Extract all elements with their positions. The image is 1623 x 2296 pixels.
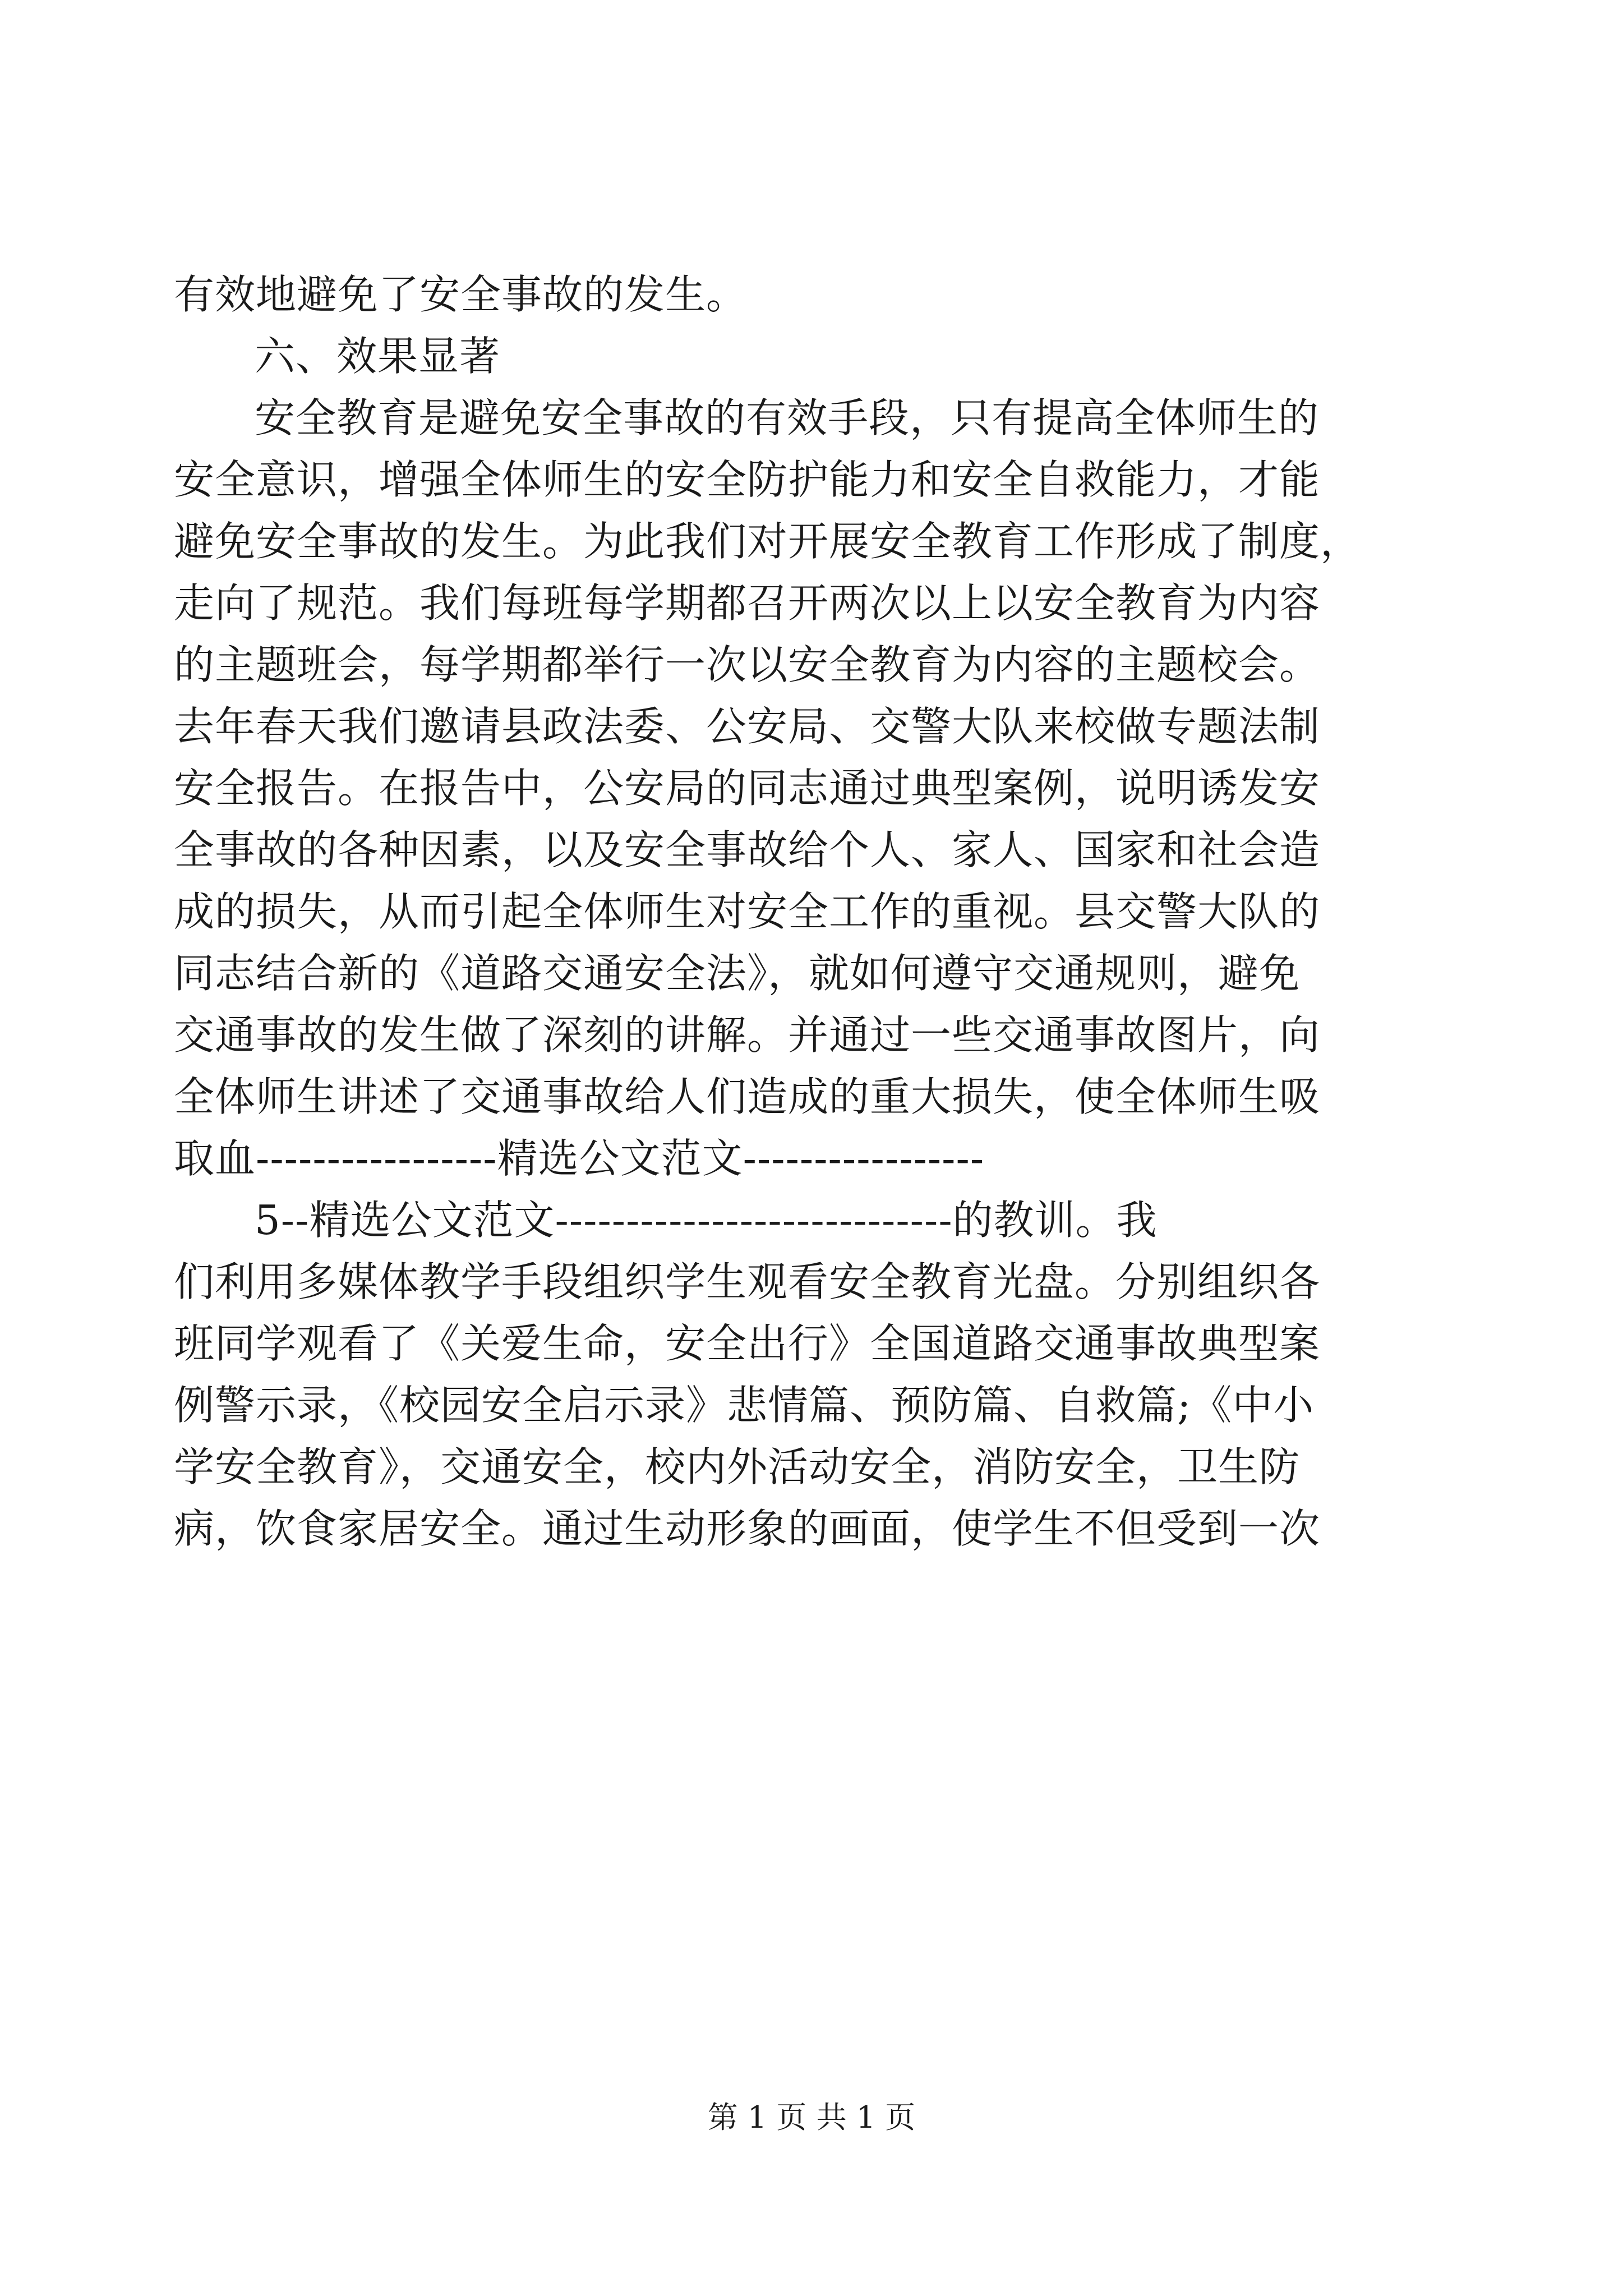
text-line: 病，饮食家居安全。通过生动形象的画面，使学生不但受到一次	[174, 1505, 1321, 1552]
text-line: 成的损失，从而引起全体师生对安全工作的重视。县交警大队的	[174, 888, 1321, 935]
text-line: 学安全教育》，交通安全，校内外活动安全，消防安全，卫生防	[174, 1443, 1301, 1490]
text-line: 走向了规范。我们每班每学期都召开两次以上以安全教育为内容	[174, 579, 1321, 627]
text-line: 交通事故的发生做了深刻的讲解。并通过一些交通事故图片，向	[174, 1011, 1321, 1059]
text-line: 避免安全事故的发生。为此我们对开展安全教育工作形成了制度，	[174, 518, 1362, 565]
document-body	[174, 264, 1419, 1559]
text-line: 例警示录，《校园安全启示录》悲情篇、预防篇、自救篇;《中小	[174, 1382, 1315, 1429]
text-line: 取血-----------------精选公文范文-----------------	[174, 1135, 985, 1182]
page-footer: 第 1 页 共 1 页	[707, 2100, 916, 2135]
text-line: 安全意识，增强全体师生的安全防护能力和安全自救能力，才能	[174, 456, 1321, 503]
text-line: 六、效果显著	[255, 333, 501, 380]
text-line: 全体师生讲述了交通事故给人们造成的重大损失，使全体师生吸	[174, 1073, 1321, 1120]
text-line: 5--精选公文范文----------------------------的教训。我	[255, 1197, 1158, 1244]
text-line: 班同学观看了《关爱生命，安全出行》全国道路交通事故典型案	[174, 1320, 1321, 1367]
text-line: 同志结合新的《道路交通安全法》，就如何遵守交通规则，避免	[174, 950, 1301, 997]
text-line: 安全教育是避免安全事故的有效手段，只有提高全体师生的	[255, 394, 1320, 441]
text-line: 全事故的各种因素，以及安全事故给个人、家人、国家和社会造	[174, 826, 1321, 873]
text-line: 们利用多媒体教学手段组织学生观看安全教育光盘。分别组织各	[174, 1258, 1321, 1305]
text-line: 安全报告。在报告中，公安局的同志通过典型案例，说明诱发安	[174, 765, 1321, 812]
text-line: 有效地避免了安全事故的发生。	[174, 271, 748, 318]
text-line: 的主题班会，每学期都举行一次以安全教育为内容的主题校会。	[174, 641, 1321, 688]
text-line: 去年春天我们邀请县政法委、公安局、交警大队来校做专题法制	[174, 703, 1321, 750]
